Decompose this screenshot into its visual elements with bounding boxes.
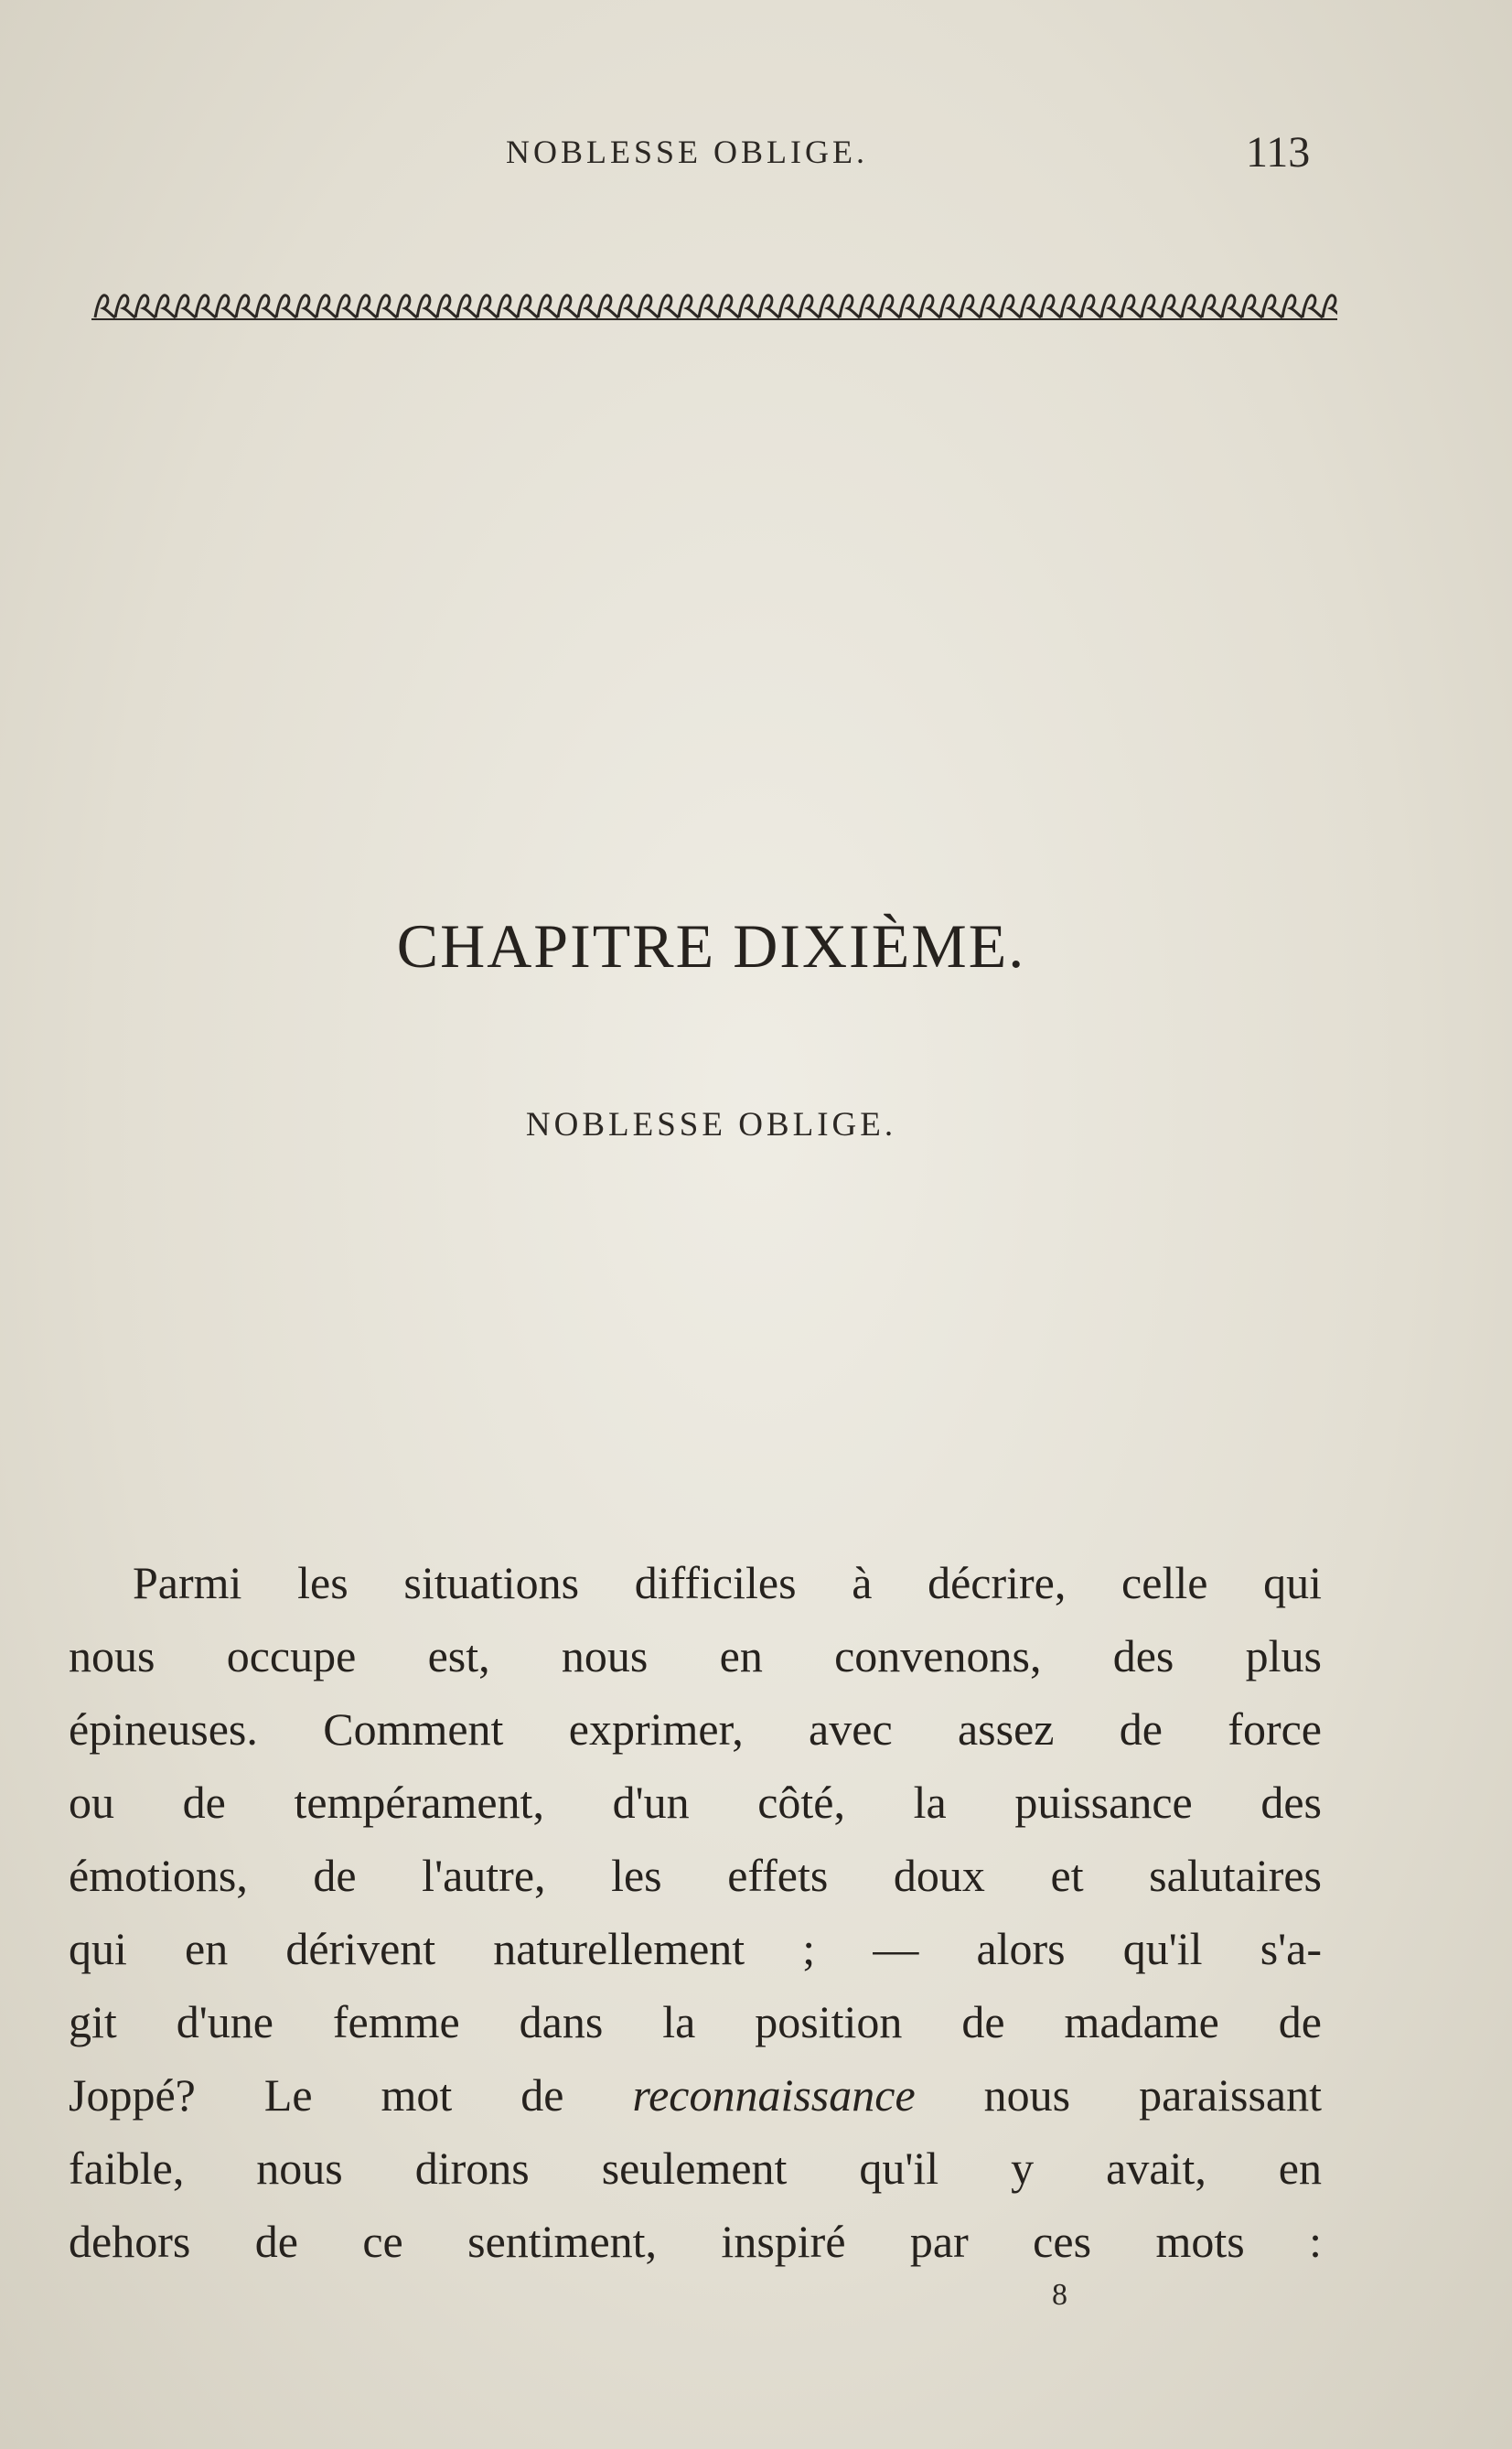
ornament-loop bbox=[880, 295, 900, 317]
ornament-loop bbox=[1081, 295, 1101, 317]
ornament-loop bbox=[981, 295, 1001, 317]
text-line: ou de tempérament, d'un côté, la puissance des bbox=[69, 1777, 1322, 1828]
ornament-loop bbox=[759, 295, 779, 317]
ornament-loop bbox=[176, 295, 196, 317]
ornament-loop bbox=[578, 295, 598, 317]
ornament-loop bbox=[196, 295, 216, 317]
text-line: émotions, de l'autre, les effets doux et salutaires bbox=[69, 1850, 1322, 1901]
ornament-loop bbox=[518, 295, 538, 317]
text-line: dehors de ce sentiment, inspiré par ces mots : bbox=[69, 2216, 1322, 2267]
ornament-loop bbox=[397, 295, 417, 317]
ornament-loop bbox=[719, 295, 739, 317]
ornament-loop bbox=[377, 295, 397, 317]
ornament-loop bbox=[920, 295, 940, 317]
ornament-loop bbox=[236, 295, 256, 317]
ornament-loop bbox=[337, 295, 357, 317]
ornament-loop bbox=[1142, 295, 1162, 317]
ornament-loop bbox=[498, 295, 518, 317]
signature-mark: 8 bbox=[1052, 2278, 1067, 2312]
chapter-title: CHAPITRE DIXIÈME. bbox=[396, 911, 1026, 981]
ornament-loop bbox=[840, 295, 860, 317]
body-paragraph bbox=[69, 1546, 1322, 2278]
ornament-loop bbox=[276, 295, 296, 317]
running-title: NOBLESSE OBLIGE. bbox=[506, 134, 868, 170]
text-line: nous occupe est, nous en convenons, des plus bbox=[69, 1630, 1322, 1681]
ornament-loop bbox=[1041, 295, 1061, 317]
ornament-loop bbox=[1001, 295, 1021, 317]
ornament-loop bbox=[598, 295, 618, 317]
ornament-loop bbox=[1162, 295, 1182, 317]
ornament-loop bbox=[618, 295, 638, 317]
ornament-loop bbox=[1323, 295, 1337, 317]
ornament-loop bbox=[296, 295, 316, 317]
ornament-loop bbox=[477, 295, 498, 317]
running-header bbox=[0, 128, 1512, 178]
ornament-loop bbox=[1222, 295, 1242, 317]
ornament-loop bbox=[1202, 295, 1222, 317]
ornament-loop bbox=[256, 295, 276, 317]
text-line: Parmi les situations difficiles à décrire, celle qui bbox=[133, 1557, 1322, 1608]
text-line: faible, nous dirons seulement qu'il y avait, en bbox=[69, 2143, 1322, 2194]
ornament-loop bbox=[860, 295, 880, 317]
ornament-loop bbox=[820, 295, 840, 317]
ornament-loop bbox=[1242, 295, 1262, 317]
chapter-subtitle: NOBLESSE OBLIGE. bbox=[525, 1106, 897, 1144]
ornament-loop bbox=[558, 295, 578, 317]
ornament-loop bbox=[779, 295, 799, 317]
text-line bbox=[69, 2058, 1322, 2132]
ornament-loop bbox=[1282, 295, 1303, 317]
text-fragment: Joppé? Le mot de bbox=[69, 2069, 633, 2121]
ornament-loop bbox=[155, 295, 176, 317]
ornament-loop bbox=[457, 295, 477, 317]
ornament-loop bbox=[437, 295, 457, 317]
ornament-loop bbox=[216, 295, 236, 317]
ornament-loop bbox=[638, 295, 659, 317]
ornament-loop bbox=[900, 295, 920, 317]
ornament-loop bbox=[417, 295, 437, 317]
show-through-reverse bbox=[64, 210, 1326, 1583]
ornament-loop bbox=[357, 295, 377, 317]
ornament-loop bbox=[95, 295, 115, 317]
ornament-loop bbox=[739, 295, 759, 317]
ornament-loop bbox=[538, 295, 558, 317]
ornament-loop bbox=[316, 295, 337, 317]
ornament-loop bbox=[940, 295, 960, 317]
ornament-loop bbox=[699, 295, 719, 317]
ornament-loop bbox=[1303, 295, 1323, 317]
ornament-loop bbox=[1182, 295, 1202, 317]
text-line: épineuses. Comment exprimer, avec assez de force bbox=[69, 1703, 1322, 1755]
text-fragment: nous paraissant bbox=[915, 2069, 1322, 2121]
text-line: qui en dérivent naturellement ; — alors qu'il s'a- bbox=[69, 1923, 1322, 1974]
italic-word: reconnaissance bbox=[632, 2069, 916, 2121]
ornament-loop bbox=[1262, 295, 1282, 317]
ornament-loop bbox=[1021, 295, 1041, 317]
ornamental-rule bbox=[91, 288, 1337, 325]
ornament-loop bbox=[115, 295, 135, 317]
ornament-loop bbox=[135, 295, 155, 317]
ornament-loop bbox=[1101, 295, 1121, 317]
ornament-loop bbox=[799, 295, 820, 317]
ornament-loop bbox=[960, 295, 981, 317]
ornament-loop bbox=[1121, 295, 1142, 317]
page-number: 113 bbox=[1246, 128, 1311, 177]
ornament-loop bbox=[1061, 295, 1081, 317]
ornament-loop bbox=[679, 295, 699, 317]
text-line: git d'une femme dans la position de madame de bbox=[69, 1996, 1322, 2047]
ornament-loop bbox=[659, 295, 679, 317]
